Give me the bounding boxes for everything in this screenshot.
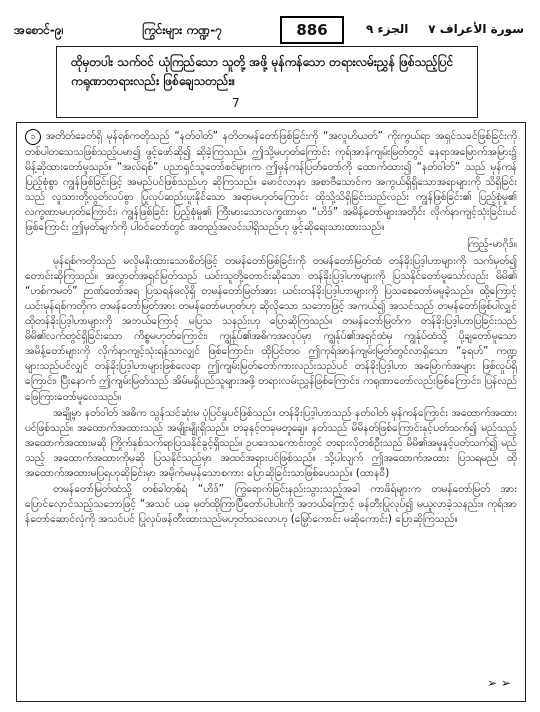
verse-mark: 7 <box>232 96 240 110</box>
commentary-paragraph-2: မုန်ရစ်ကတိုသည် မလိုမနိုးထားသောစိတ်ဖြင့် တမန်တော်ဖြစ်ခြင်းကို တမန်တော်မြတ်ထံ တန်ခိုးပြဒ့ါဟာများကို သက်မှတ်၍ တောင်းဆိုကြသည်။ အလွှာတ်အရှင်မြတ်သည် ယင်းသူတို့တောင်းဆိုသော တန်ခိုးပြဒ့ါဟာများကို ပြသနိုင်တော်မူသော်လည်း မိမိ၏ “ဟစ်ကမတ်” ဉာဏ်တော်အရ ပြသရန်မလိုရှိ တမန်တော်မြတ်အား ယင်းတန်ခိုးပြဒ့ါဟာများကို ပြသစေတော်မမူခဲ့သည်။ ထို့ကြောင့် ယင်းမုန်ရစ်ကတိုက တမန်တော်မြတ်အား တမန်တော်မဟုတ်ဟု ဆိုလိုသော သဘောဖြင့် အကယ်၍ အသင်သည် တမန်တော်ဖြစ်ပါလျှင် ထိုတန်ခိုးပြဒ့ါဟာများကို အဘယ်ကြောင့် မပြသ သနည်းဟု ပြောဆိုကြသည်။ တမန်တော်မြတ်က တန်ခိုးပြဒ့ါဟာပြခြင်းသည် မိမိ၏လက်တွင်ရှိခြင်းသော ကိစ္စမဟုတ်ကြောင်း၊ ကျွန်ုပ်၏အဓိကအလုပ်မှာ ကျွန်ုပ်၏အရှင်ထံမှ ကျွန်ုပ်ထံသို့ ပို့ချတော်မူသော အမိန့်တော်များကို လိုက်နာကျင့်သုံးရန်သာလျှင် ဖြစ်ကြောင်း၊ ထိုပြင်တဝ ဤကုရ်အာန်ကျမ်းမြတ်တွင်လာရှိသော “ခုရဟ်” ကဏ္ဍများသည်ပင်လျှင် တန်ခိုးပြဒ့ါဟာများဖြစ်လေရာ ဤကျမ်းမြတ်တော်ကားလည်းသည်ပင် တန်ခိုးပြဒ့ါဟာ အမြောက်အများ ဖြစ်လှုပ်ရှိကြောင်း၊ ပြီးနောက် ဤကျမ်းမြတ်သည် အိမ်မရှိပည်သူများအဖို့ တရားလမ်းညွှန်ဖြစ်ကြောင်း၊ ကရုဏာတော်လည်းဖြစ်ကြောင်း၊ ပြန်လည်ဖြေကြားတော်မူလေသည်။ <box>25 254 517 403</box>
commentary-paragraph-4: တမန်တော်မြတ်ထံသို့ တစ်ခါတစ်ရံ “ဟိဒ်” ကြွရောက်ခြင်းနည်းသွားသည့်အခါ ကာဖိရ်များက တမန်တော်မြတ် အား ပြောင်လှောင်သည့်သဘောဖြင့် “အသင် ယခု မှတ်ထိုကြာပြီတော်ပါးပါးကို အဘယ်ကြောင့် ဖန်တီးပြုလုပ်၍ မယူလာခဲ့သနည်း။ ကုရ်အာန်တော်ဆောင်လုံကို အသင်ပင် ပြုလုပ်ဖန်တီးထားသည်မဟုတ်သလောဟု (မြှော်ကောင်း မဆိုကောင်း) ပြောဆိုကြသည်။ <box>25 483 517 526</box>
commentary-body <box>16 122 526 702</box>
continue-arrows-icon: ➢ ➢ <box>487 675 511 690</box>
reference-note: ကြည့်-မာဂိုဒ်။ <box>467 237 517 250</box>
section-label: ကြွင်းများ ကဏ္ဍ-၇ <box>142 23 222 37</box>
page-number: 886 <box>280 16 344 44</box>
chapter-label: အစောင်-၉၊ <box>14 23 64 37</box>
page-header <box>14 14 524 44</box>
commentary-paragraph-3: အချို့မှာ နတ်ဝါတ် အဓိက သွန်သင်ဆုံးမ ပုံပြင်မှုပင်ဖြစ်သည်။ တန်ခိုးပြဒ့ါဟာသည် နတ်ဝါတ် မုန်ကန်ကြောင်း အထောက်အထားပင်ဖြစ်သည်။ အထောက်အထားသည် အမျိုးမျိုးရှိသည်။ တခုနှင့်တခုမတူချေ။ နတ်သည် မိမိနတ်ဖြစ်ကြောင်းနှင့်ပတ်သက်၍ မည်သည့်အထောက်အထားမဆို ကြိုက်နှစ်သက်ရာပြသနိုင်ခွင့်ရှိသည်။ ဥပဒေသကောင်းတွင် တရားလိုတစ်ဦးသည် မိမိ၏အမှုနှင့်ပတ်သက်၍ မည်သည့် အထောက်အထားကိုမဆို ပြသနိုင်သည်မှာ အထင်အရှားပင်ဖြစ်သည်။ သို့ပါလျက် ဤအထောက်အထား ပြသရမည်၊ ထိုအထောက်အထားမပြရဟုဆိုခြင်းမှာ အမိုက်မမှန်သောစကား ပြောဆိုခြင်းသာဖြစ်ပေသည်။ (ထာနဝီ) <box>25 406 517 479</box>
verse-text: ထိုမှတပါး သက်ဝင် ယုံကြည်သော သူတို့ အဖို့ မုန်ကန်သော တရားလမ်းညွှန် ဖြစ်သည့်ပြင် ကရုဏာတရားလည်း ဖြစ်ချေသတည်း။ <box>71 55 454 88</box>
verse-box <box>56 46 478 118</box>
commentary-paragraph-1 <box>25 129 517 236</box>
paragraph-1-text: အတိတ်ခေတ်ရှိ မုန်ရစ်ကတိုသည် “နတ်ဝါတ်” နတိတမန်တော်ဖြစ်ခြင်းကို “အလူဟိယတ်” ကိုးကွယ်ရာ အရှင်သခင်ဖြစ်ခြင်းကို တစ်ပါတသေသဖြစ်သည့်ပမာ၍ ဖွင့်ဖော်ဆို၍ ဆိုခဲ့ကြသည်။ ဤသို့မဟုတ်ကြောင်း ကုရ်အာန်ကျမ်းမြတ်တွင် နေရာအမြောက်အမြား၌ မိန့်ဆိုထားတော်မူသည်။ “အလ်ရစ်” ပညာရှင်သူတော်စင်များက ဤမှန်ကန်ပြတ်တော်ကို ထောက်ထား၍ “နတ်ဝါတ်” သည် မုန်ကန်ပြည့်စုံစွာ ကျွန်ဖြစ်ခြင်းဖြင့် အမည်ပင်ဖြစ်သည်ဟု ဆိုကြသည်။ မောင်လာနာ အစာဗီသောင်က အကွယ်ရှိရှိသောအရာများကို သိရှိခြင်းသည် လူသားတို့လွတ်လပ်စွာ ပြုလုပ်ဆည်းပူးနိုင်သော အရာမဟုတ်ကြောင်း ထိုသို့သိရှိခြင်းသည်လည်း ကျွန်ဖြစ်ခြင်း၏ ပြည့်စုံမှု၏ လက္ခဏာမဟုတ်ကြောင်း၊ ကျွန်ဖြစ်ခြင်း ပြည့်စုံမှု၏ ကြီးမားသောလက္ခဏာမှာ “ဟိဒ်” အမိန့်တော်များအတိုင်း လိုက်နာကျင့်သုံးခြင်းပင်ဖြစ်ကြောင်း ဤမှတ်ချက်ကို ပါဝင်တော်တွင် အတည့်အလင်းပါရှိသည်ဟု ဖွင့်ဆိုရေးသားထားသည်။ <box>25 130 517 234</box>
footnote-number: ၁ <box>25 129 41 145</box>
juz-label: الجزء ٩ <box>366 22 409 36</box>
surah-label: سورة الأعراف ٧ <box>428 22 524 36</box>
